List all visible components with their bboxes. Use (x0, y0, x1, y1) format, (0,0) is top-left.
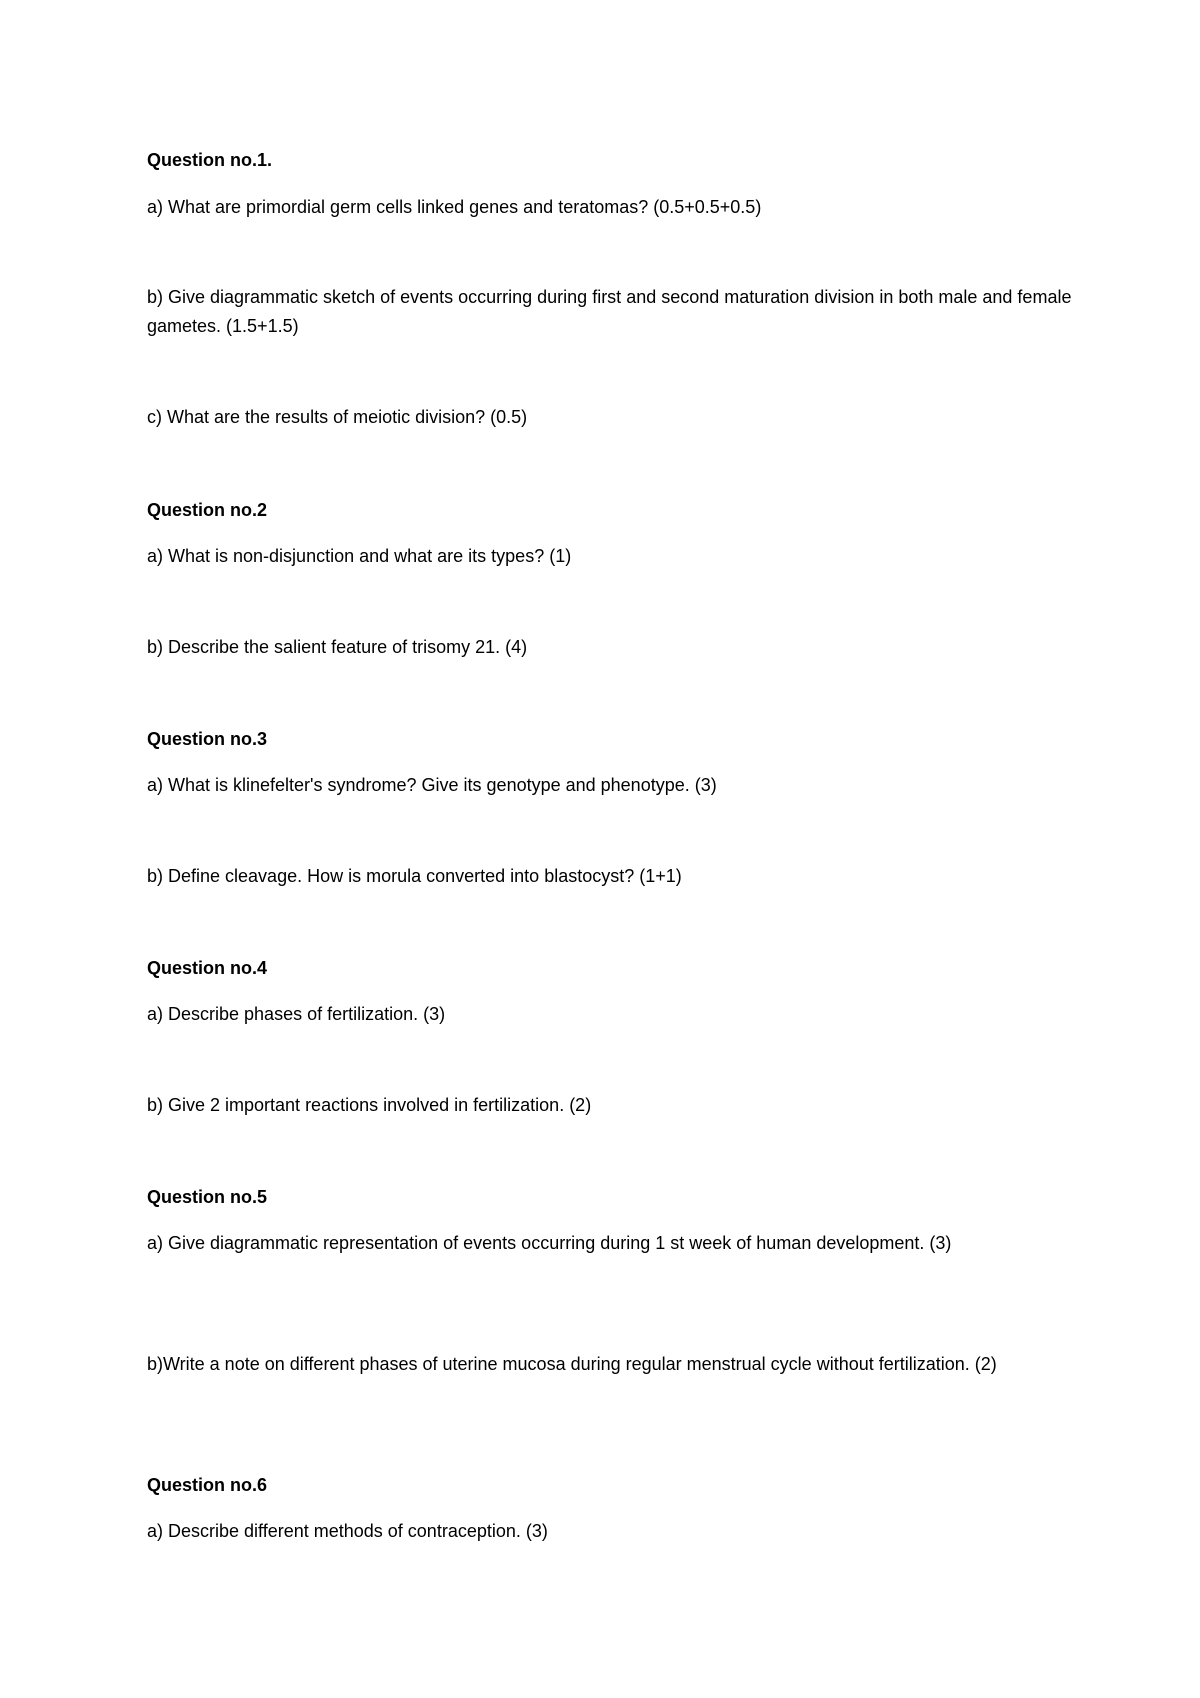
question-3-heading: Question no.3 (147, 729, 268, 749)
question-3-part-a: a) What is klinefelter's syndrome? Give its genotype and phenotype. (3) (147, 775, 717, 795)
question-5-part-b: b)Write a note on different phases of uterine mucosa during regular menstrual cycle without fertilization. (2) (147, 1354, 997, 1374)
question-5-part-a: a) Give diagrammatic representation of events occurring during 1 st week of human development. (3) (147, 1233, 952, 1253)
question-6-heading: Question no.6 (147, 1475, 268, 1495)
question-1-part-b: b) Give diagrammatic sketch of events occurring during first and second maturation division in both male and female gametes. (1.5+1.5) (147, 287, 1072, 336)
question-1-part-c: c) What are the results of meiotic division? (0.5) (147, 407, 528, 427)
question-4-part-b: b) Give 2 important reactions involved in fertilization. (2) (147, 1095, 592, 1115)
question-3-part-b: b) Define cleavage. How is morula converted into blastocyst? (1+1) (147, 866, 682, 886)
question-6-part-a: a) Describe different methods of contraception. (3) (147, 1521, 548, 1541)
question-1-part-a: a) What are primordial germ cells linked genes and teratomas? (0.5+0.5+0.5) (147, 197, 762, 217)
question-2-part-b: b) Describe the salient feature of trisomy 21. (4) (147, 637, 528, 657)
question-2-heading: Question no.2 (147, 500, 268, 520)
question-1-heading: Question no.1. (147, 150, 273, 170)
question-4-part-a: a) Describe phases of fertilization. (3) (147, 1004, 446, 1024)
question-5-heading: Question no.5 (147, 1187, 268, 1207)
question-2-part-a: a) What is non-disjunction and what are its types? (1) (147, 546, 572, 566)
question-4-heading: Question no.4 (147, 958, 268, 978)
